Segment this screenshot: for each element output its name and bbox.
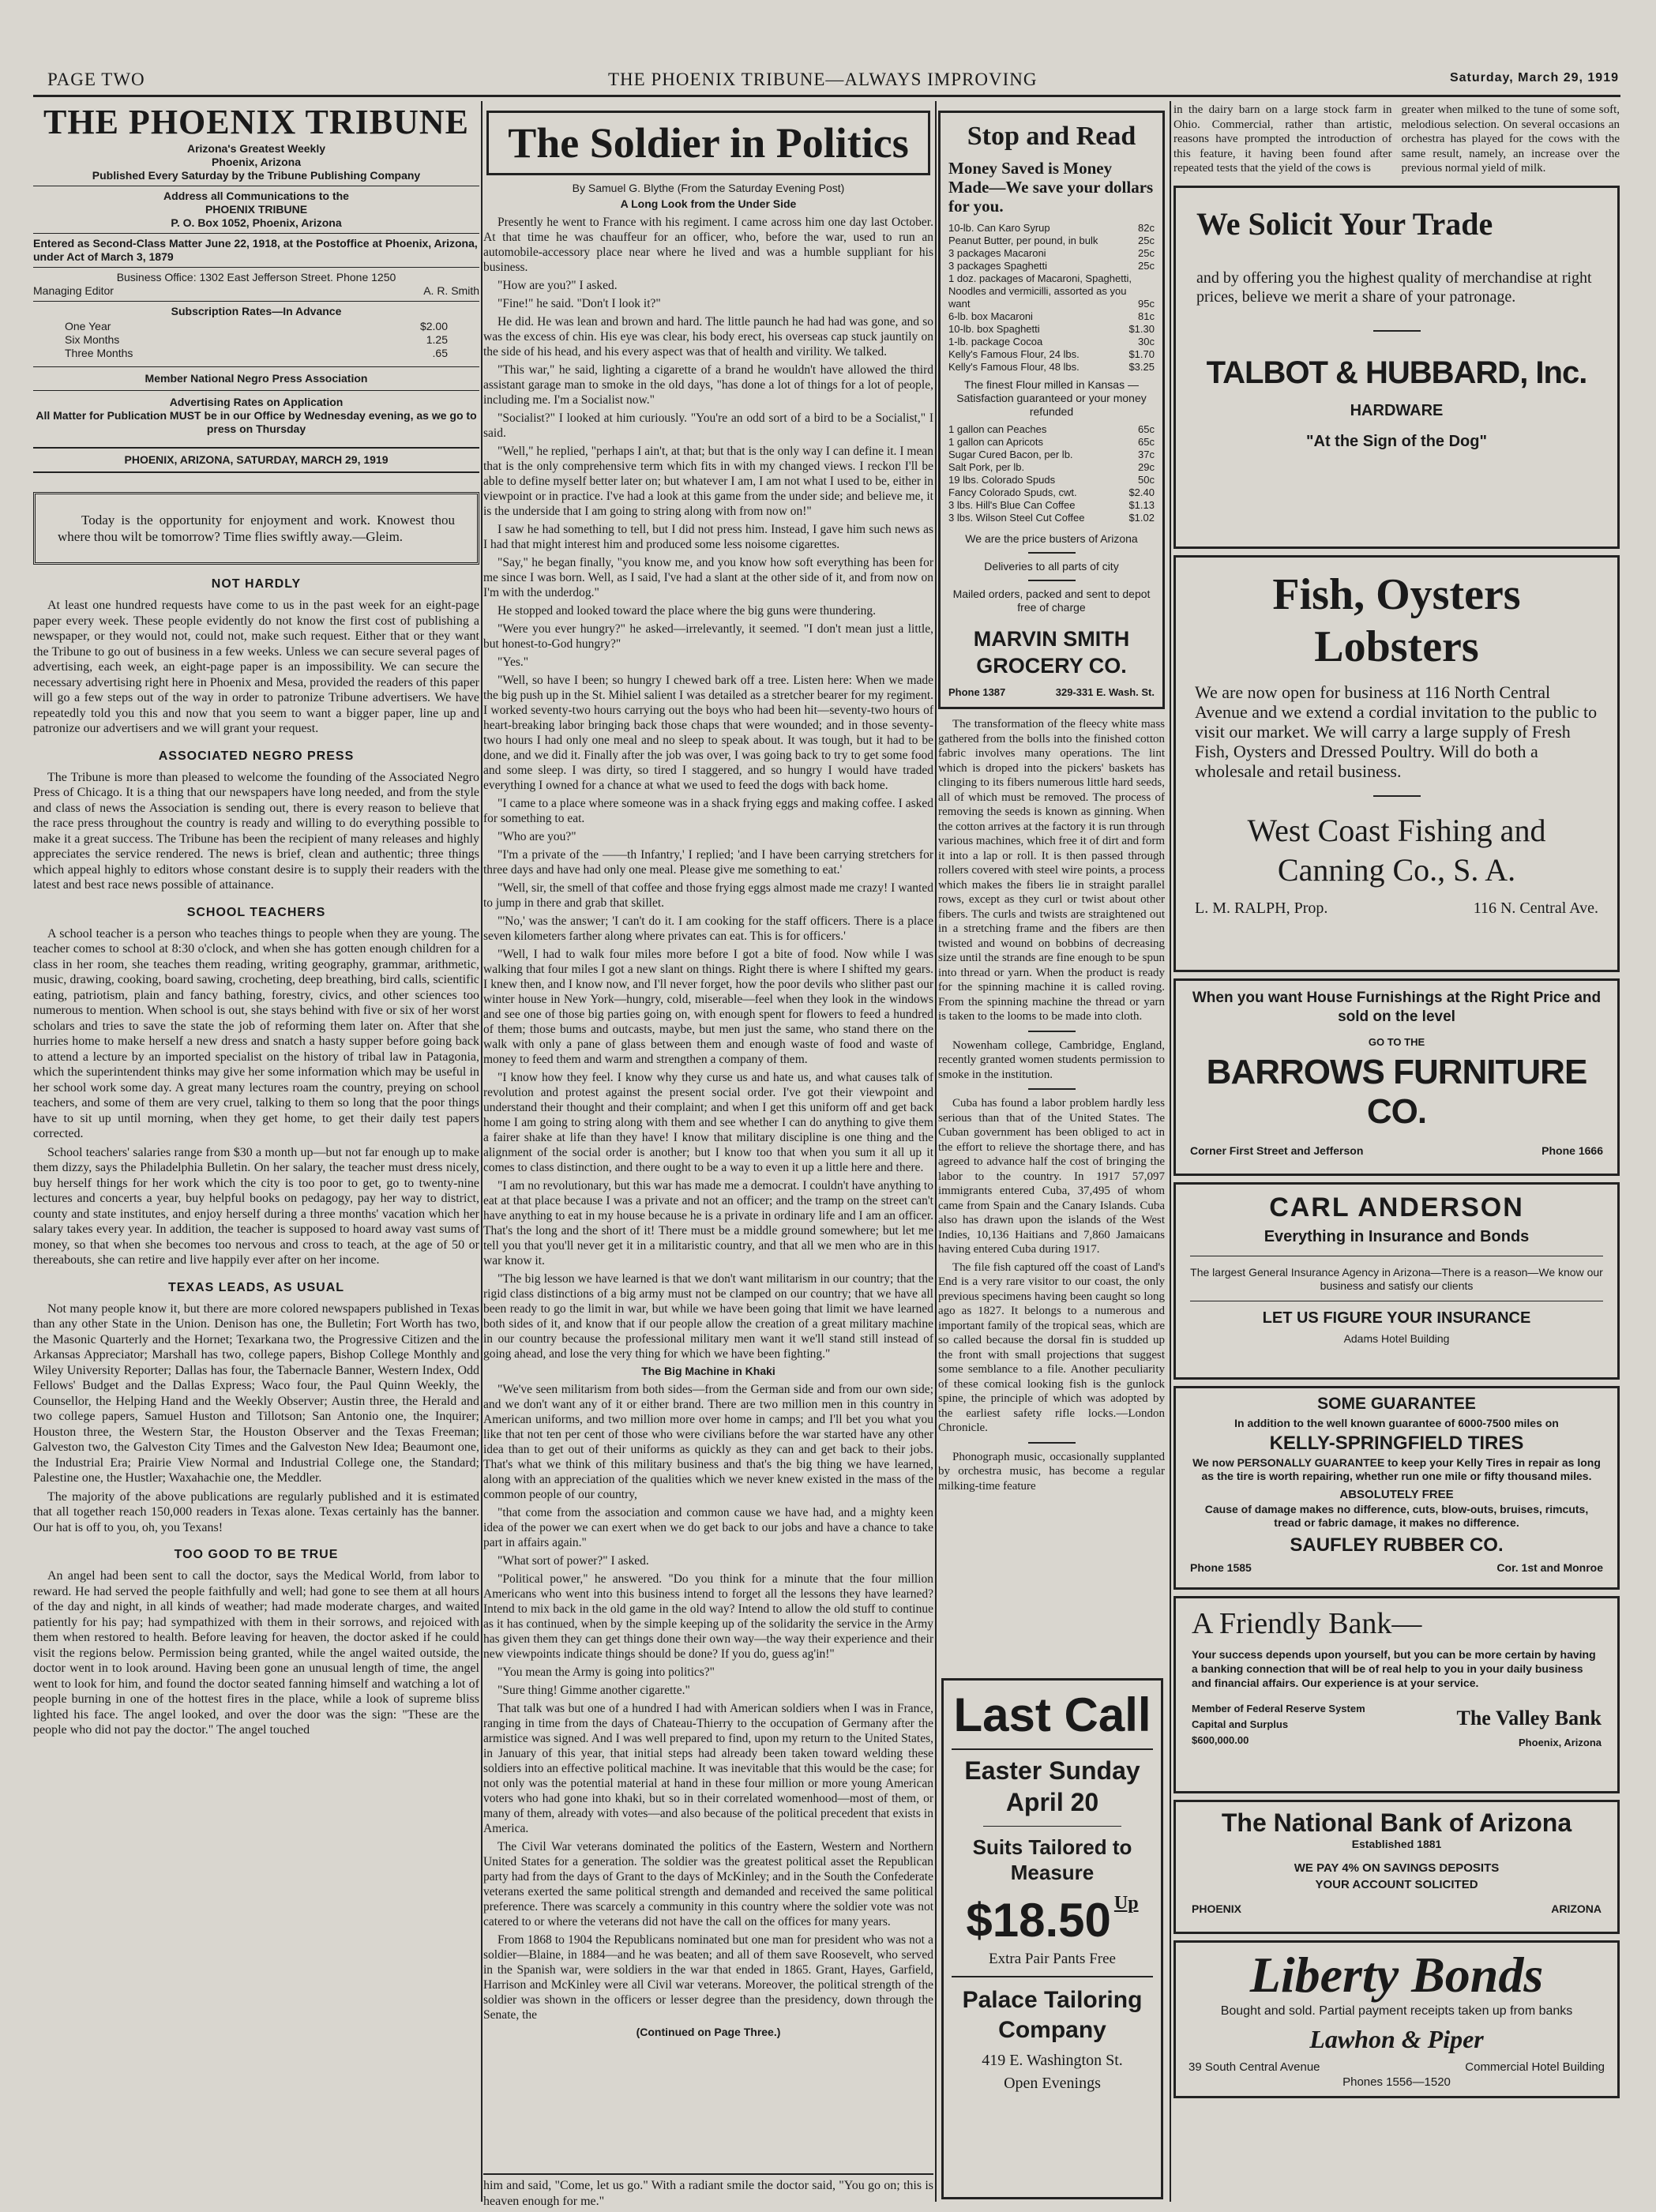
west-coast-name: West Coast Fishing and Canning Co., S. A. [1247,812,1546,888]
national-bank-ad [1173,1800,1620,1934]
capital-amount: $600,000.00 [1192,1733,1249,1746]
grocery-ad-subtitle: Money Saved is Money Made—We save your dollars for you. [948,159,1154,216]
article-text: A school teacher is a person who teaches things to people when they are young. The teacher comes to school at 8:30 o'clock, and when she has gotten enough children for a class in her room, she teaches them reading, writing geography, grammar, arithmetic, music, drawing, cooking, board sawing, crocheting, deep breathing, bird calls, scientific eating, patriotism, plain and fancy bathing, forestry, civics, and other sciences too numerous to mention. When school is out, she stays behind with five or six of her worst scholars and tries to save the state the job of reforming them later on. After that she hurries home to make herself a new dress and snatch a hasty supper before going back to attend a lecture by an imported specialist on the history of tribal law in Patagonia, which the superintendent thinks may give her some information which may be useful in her school work some day. A great many lectures roam the country, preying on school teachers, and some of them are very cruel, talking to them so long that the poor things have to sit up until morning, when they get home, to get their daily test papers corrected. [33,926,479,1140]
article-text: From 1868 to 1904 the Republicans nominated but one man for president who was not a soldier—Blaine, in 1884—and he was beaten; and all of them save Roosevelt, who served in the Spanish war, were soldiers in the war that ended in 1865. Grant, Hayes, Garfield, Harrison and McKinley were all Civil war veterans. Moreover, the political strength of the soldier was shown in the officers or lesser degree than the presidency, down through the Senate, the [483,1933,933,2022]
subheadline: The Big Machine in Khaki [641,1365,775,1377]
carl-subtitle: Everything in Insurance and Bonds [1264,1227,1530,1245]
price-item: 3 lbs. Hill's Blue Can Coffee [948,499,1076,511]
tailoring-ad [941,1678,1163,2199]
article-text: Phonograph music, occasionally supplanted by orchestra music, has become a regular milking-time feature [938,1450,1165,1493]
article-text: "I came to a place where someone was in a shack frying eggs and making coffee. I asked for something to eat. [483,797,933,825]
article-text: "We've seen militarism from both sides—from the German side and from our own side; and we don't want any of it or either brand. There are two million men in this country in American uniforms, and two million more over home in camps; and I'll bet you what you like that not ten per cent of those who were civilians before the war started have any other idea than to get out of their uniforms as quickly as they can and get back to their jobs. That's what we think of this military business and that's the big thing we have learned, along with an appreciation of the qualities which we never knew existed in the mass of the common people of our country, [483,1383,933,1501]
kelly-text: We now PERSONALLY GUARANTEE to keep your Kelly Tires in repair as long as the tire is worth repairing, whether run one mile or fifty thousand miles. [1192,1455,1601,1482]
article-text: "Fine!" he said. "Don't I look it?" [498,297,661,310]
rate-term: Three Months [65,347,133,359]
article-text: "You mean the Army is going into politics?" [498,1666,715,1679]
price-value: 25c [1138,260,1155,272]
carl-text: The largest General Insurance Agency in Arizona—There is a reason—We know our business and satisfy our clients [1190,1265,1603,1292]
subheadline: A Long Look from the Under Side [620,197,797,210]
established: Established 1881 [1351,1837,1442,1850]
milking-article [1173,103,1620,179]
lawhon-addresses [1188,2060,1605,2074]
paper-location: Phoenix, Arizona [211,156,302,168]
article-text: "'No,' was the answer; 'I can't do it. I am cooking for the staff officers. There is a place seven kilometers farther along where privates can eat. This is for officers.' [483,914,933,943]
barrows-ad [1173,978,1620,1176]
column-rule [481,101,483,2202]
price-value: $3.25 [1128,361,1155,373]
fed-member: Member of Federal Reserve System [1192,1702,1365,1714]
article-text: "I'm a private of the ——th Infantry,' I replied; 'and I have been carrying stretchers for three days and have had only one meal. Please give me something to eat.' [483,848,933,877]
headline: SCHOOL TEACHERS [186,905,326,919]
article-text: in the dairy barn on a large stock farm in Ohio. Commercial, rather than artistic, reasons have prompted the introduction of this feature, it having been found after repeated tests that the yield of the cows is [1173,103,1392,175]
entered-notice: Entered as Second-Class Matter June 22, 1918, at the Postoffice at Phoenix, Arizona, under Act of March 3, 1879 [33,237,478,263]
article-text: "Socialist?" I looked at him curiously. "You're an odd sort of a bird to be a Socialist," I said. [483,411,933,440]
goto-label: GO TO THE [1368,1035,1425,1048]
saufley-contact [1190,1561,1603,1575]
price-value: 65c [1138,436,1155,448]
price-value: 37c [1138,449,1155,460]
grocery-ad [938,111,1165,709]
price-item: 3 packages Macaroni [948,247,1046,259]
article-text: "Sure thing! Gimme another cigarette." [498,1684,690,1697]
soldier-headline: The Soldier in Politics [486,111,930,175]
talbot-ad [1173,186,1620,549]
lawhon-address: 39 South Central Avenue [1188,2060,1320,2074]
bought-text: Bought and sold. Partial payment receipts taken up from banks [1220,2004,1573,2018]
lawhon-building: Commercial Hotel Building [1465,2060,1605,2074]
saufley-address: Cor. 1st and Monroe [1496,1560,1603,1574]
open-evenings: Open Evenings [1004,2075,1101,2092]
grocer-phone: Phone 1387 [948,686,1006,698]
palace-address: 419 E. Washington St. [982,2052,1123,2069]
busters-note: We are the price busters of Arizona [965,532,1138,545]
insurance-slogan: LET US FIGURE YOUR INSURANCE [1262,1309,1531,1327]
continued-note: (Continued on Page Three.) [636,2026,781,2038]
editor-row [33,284,479,298]
flour-note: The finest Flour milled in Kansas —Satisfaction guaranteed or your money refunded [956,378,1147,418]
rate-price: 1.25 [426,333,448,346]
article-text: School teachers' salaries range from $30 a month up—but not far enough up to make them dizzy, says the Philadelphia Bulletin. On her salary, the teacher must dress nicely, buy herself things for her work which the city is too poor to get, go to twenty-nine lectures and concerts a year, buy helpful books on pedagogy, pay her way to district, county and state institutes, and enjoy herself during a three months' vacation which her salary takes every year. In addition, the teacher is supposed to hoard away vast sums of money, so that when she becomes too nervous and cross to teach, at the age of 50 or thereabouts, she can retire and live happily ever after on her income. [33,1145,479,1267]
valley-bank-ad [1173,1596,1620,1793]
deadline-notice: All Matter for Publication MUST be in our Office by Wednesday evening, as we go to press on Thursday [36,409,477,435]
solicit-title: We Solicit Your Trade [1196,205,1493,242]
article-text: "Well, sir, the smell of that coffee and those frying eggs almost made me crazy! I wanted to jump in there and grab that skillet. [483,881,933,910]
article-text: "The big lesson we have learned is that we don't want militarism in our country; that the rigid class distinctions of a big army must not be clamped on our country; that we have all been ready to go the limit in war, but while we have been going that limit we have learned both sides of it, and know that if our people allow the creation of a great military machine in our country because the professional military men want it we'll stand still instead of going ahead, and lose the very thing for which we have been fighting." [483,1272,933,1361]
price-item: Kelly's Famous Flour, 24 lbs. [948,348,1080,360]
headline: TOO GOOD TO BE TRUE [174,1548,339,1561]
barrows-address: Corner First Street and Jefferson [1190,1144,1364,1157]
last-call-title: Last Call [953,1688,1151,1741]
furniture-text: When you want House Furnishings at the Right Price and sold on the level [1192,989,1602,1025]
carl-name: CARL ANDERSON [1269,1192,1524,1222]
price-item: Peanut Butter, per pound, in bulk [948,235,1098,246]
fish-text: We are now open for business at 116 North Central Avenue and we extend a cordial invitation to the public to visit our market. We will carry a large supply of Fresh Fish, Oysters and Dressed Poultry. Will do both a wholesale and retail business. [1195,682,1598,781]
mailed-note: Mailed orders, packed and sent to depot free of charge [952,588,1151,614]
article-text: "I am no revolutionary, but this war has made me a democrat. I couldn't have anything to eat at that place because I was a private and not an officer; and the tramp on the street can't have anything to eat in my house because he is a private in ordinary life and I am an officer. That's the long and the short of it! There must be a middle ground somewhere; but let me tell you that you'll never get it in a militaristic country, and that all we men who are in this war know it. [483,1179,933,1267]
price-value: 30c [1138,336,1155,347]
paper-publisher: Published Every Saturday by the Tribune Publishing Company [92,169,421,182]
price-item: Fancy Colorado Spuds, cwt. [948,486,1077,498]
valley-name: The Valley Bank [1456,1706,1602,1729]
dateline: PHOENIX, ARIZONA, SATURDAY, MARCH 29, 1919 [124,453,389,466]
headline: TEXAS LEADS, AS USUAL [167,1280,345,1294]
rates-heading: Subscription Rates—In Advance [171,305,342,317]
price-item: 19 lbs. Colorado Spuds [948,474,1056,486]
friendly-text: Your success depends upon yourself, but you can be more certain by having a banking connection that will be of real help to you in your daily business and financial affairs. Our experience is at your service. [1192,1647,1596,1689]
rate-term: One Year [65,320,111,332]
article-text: "Political power," he answered. "Do you think for a minute that the four million Americans who went into this business intend to forget all the lessons they have learned? Intend to mix back in the old game in the old way? Intend to allow the old stuff to continue as it has continued, when by the simple keeping up of the solidarity the service in the Army has given them they can get things done their own way—the way their experience and their new viewpoints indicate things should be done? If you do, guess ag'in!" [483,1572,933,1661]
liberty-title: Liberty Bonds [1249,1946,1544,2003]
quote-text: Today is the opportunity for enjoyment and work. Knowest thou where thou wilt be tomorrow? Time flies swiftly away.—Gleim. [58,513,455,544]
palace-name: Palace Tailoring Company [962,1987,1143,2043]
fish-ad [1173,555,1620,972]
editor-label: Managing Editor [33,284,114,297]
savings-rate: WE PAY 4% ON SAVINGS DEPOSITS [1294,1861,1500,1875]
article-text: "How are you?" I asked. [498,279,618,292]
easter-date: Easter Sunday April 20 [964,1756,1140,1816]
price-value: 25c [1138,235,1155,246]
article-text: "What sort of power?" I asked. [498,1554,649,1568]
ralph-row [1195,898,1598,918]
headline: ASSOCIATED NEGRO PRESS [158,749,355,763]
article-text: The file fish captured off the coast of Land's End is a very rare visitor to our coast, the only previous specimens having been caught so long ago as 1827. It belongs to a numerous and important family of the tropical seas, which are so called because the dorsal fin is studded up the front with small projections that suggest some semblance to a file. Another peculiarity of these comical looking fish is the gunlock spine, the principle of which was adopted by the earliest safety rifle locks.—London Chronicle. [938,1260,1165,1434]
kelly-name: KELLY-SPRINGFIELD TIRES [1269,1432,1524,1454]
page-number: PAGE TWO [47,69,145,89]
price-item: Salt Pork, per lb. [948,461,1025,473]
barrows-name: BARROWS FURNITURE CO. [1206,1052,1587,1131]
article-text: "Say," he began finally, "you know me, and you know how soft everything has been for me since I was born. Well, as I said, I've had a slant at the other side of it, and from now on I'm with the underdog." [483,556,933,599]
business-office: Business Office: 1302 East Jefferson Street. Phone 1250 [116,271,396,284]
ralph-address: 116 N. Central Ave. [1473,899,1598,917]
article-text: The transformation of the fleecy white mass gathered from the bolls into the finished cotton fabric involves many operations. The lint which is droped into the pickers' baskets has clinging to its fibers numerous little hard seeds, all of which must be removed. The process of removing the seeds is known as ginning. When the cotton arrives at the factory it is run through various machines, which free it of dirt and form it into a lap or roll. It is then passed through rollers covered with steel wire points, a process which makes the fibers lie in straight parallel rows, except as they curl or twist about other fibers. The curls and twists are straightened out in a stretching frame and the fibers are then twisted and wound on bobbins of decreasing size until the strands are fine enough to be spun into thread or yarn. When the product is ready for the spinning machine it is called roving. From the spinning machine the thread or yarn is taken to the looms to be made into cloth. [938,718,1165,1023]
article-text: An angel had been sent to call the doctor, says the Medical World, from labor to reward. He had served the people faithfully and well; had gone to see them at all hours of the day and night, in all kinds of weather; had made moderate charges, and waited patiently for his pay; had sympathized with them in their sorrows, and rejoiced with them when restored to health. Before leaving for heaven, the doctor asked if he could visit the regions below. Permission being granted, while the angel waited outside, the doctor went in to look around. Having been gone an unusual length of time, the angel went to look for him, and found the doctor seated fanning himself and watching a lot of people burning in one of the hottest fires in the place, while a look of supreme bliss lighted his face. The angel looked, and over the door was the sign: "These are the people who did not pay the doctor." The angel touched [33,1569,479,1737]
price-list-2 [948,423,1155,524]
price-list [948,222,1155,374]
price-amount: $18.50 [966,1894,1111,1947]
friendly-title: A Friendly Bank— [1192,1606,1422,1640]
rate-price: $2.00 [419,320,448,332]
valley-location: Phoenix, Arizona [1519,1736,1602,1748]
grocery-ad-title: Stop and Read [967,122,1136,151]
article-text: He did. He was lean and brown and hard. The little paunch he had had was gone, and so was the excess of chin. His eye was clear, his body erect, his overseas cap stuck jauntily on the side of his head, and his every aspect was that of health and virility. We talked. [483,315,933,359]
article-text: He stopped and looked toward the place where the big guns were thundering. [498,604,877,618]
article-text: Not many people know it, but there are more colored newspapers published in Texas than any other State in the Union. Denison has one, the Bulletin; Fort Worth has two, the Masonic Quarterly and the Hornet; Texarkana two, the Progressive Citizen and the Arkansas Appreciator; Marshall has two, college papers, Bishop College Monthly and Wiley University Reporter; Dallas has four, the Tabernacle Banner, Western Index, Odd Fellows' Budget and the Dallas Express; Waco four, the Paul Quinn Weekly, the Counsellor, the Helping Hand and the Weekly Observer; Austin three, the Herald and two college papers, Samuel Huston and Tillotson; San Antonio one, the Inquirer; Houston three, the Western Star, the Houston Observer and the Texas Freeman; Galveston two, the Galveston City Times and the Galveston New Idea; Beaumont one, the Industrial Era; Prairie View Normal and Industrial College one, the Standard; Palestine one, the Hustler; Waxahachie one, the Meddler. [33,1301,479,1485]
capital-label: Capital and Surplus [1192,1718,1289,1730]
lawhon-name: Lawhon & Piper [1309,2024,1484,2053]
national-city: PHOENIX [1192,1902,1242,1915]
saufley-name: SAUFLEY RUBBER CO. [1290,1534,1504,1556]
suits-price [952,1893,1153,1947]
column-rule [935,101,937,2202]
editor-name: A. R. Smith [423,284,479,297]
price-item: 1 gallon can Apricots [948,436,1043,448]
member-notice: Member National Negro Press Association [145,372,368,385]
price-item: 10-lb. box Spaghetti [948,323,1040,335]
liberty-bonds-ad [1173,1940,1620,2098]
price-value: 25c [1138,247,1155,259]
national-state: ARIZONA [1551,1902,1602,1915]
price-item: Sugar Cured Bacon, per lb. [948,449,1073,460]
grocer-name: MARVIN SMITH GROCERY CO. [973,627,1130,678]
national-name: The National Bank of Arizona [1221,1808,1572,1837]
article-text: Cuba has found a labor problem hardly less serious than that of the United States. The Cuban government has been obliged to act in the effort to relieve the shortage there, and has agreed to advance half the cost of bringing the labor to the country. In 1917 57,097 immigrants entered Cuba, 37,495 of whom came from Spain and the Canary Islands. Cuba also has drawn upon the islands of the West Indies, 10,136 Haitians and 7,860 Jamaicans having entered Cuba during 1917. [938,1097,1165,1256]
article-text: The majority of the above publications are regularly published and it is estimated that all together reach 150,000 readers in Texas alone. Texas certainly has the banner. Our hat is off to you, oh, you Texans! [33,1489,479,1534]
column-soldier [483,103,933,2199]
adams-building: Adams Hotel Building [1343,1331,1450,1345]
paper-slogan: THE PHOENIX TRIBUNE—ALWAYS IMPROVING [608,69,1038,89]
rate-term: Six Months [65,333,120,346]
article-text: "I know how they feel. I know why they curse us and hate us, and what causes talk of revolution and protest against the present social order. I've got their viewpoint and understand their thought and their complaint; and when I get this uniform off and get back home I am going to string along with them and see whether I can do anything to give them a fairer shake at life than they have! I know that military discipline is one thing and the alignment of the social order is another; but I know too that when you sum it all up it comes to class distinction, and there ought to be a way to even it up a little here and there. [483,1071,933,1174]
article-text: At least one hundred requests have come to us in the past week for an eight-page paper every week. These people evidently do not know the first cost of publishing a newspaper, or they would not, could not, make such request. Either that or they want the Tribune to go out of business in a few weeks. Unless we can secure several pages of advertising, each week, an eight-page paper is an impossibility. We can secure the necessary advertising right here in Phoenix and Mesa, provided the readers of this paper will go a few steps out of the way in order to patronize Tribune advertisers. We have repeatedly told you this and now that you seem to want a bigger paper, line up and patronize our advertisers and we will grant your request. [33,599,479,735]
barrows-contact [1190,1144,1603,1158]
price-item: 3 lbs. Wilson Steel Cut Coffee [948,512,1085,524]
doctor-continuation [483,2173,933,2212]
article-text: "Well, so have I been; so hungry I chewed bark off a tree. Listen here: When we made the big push up in the St. Mihiel salient I was detailed as a stretcher bearer for my regiment. I worked seventy-two hours carrying out the boys who had been hit—seventy-two hours of heart-breaking labor bringing back those chaps that were wounded; and in those seventy-two hours I had only one meal and no sleep to speak about. It was tough, but it had to be done, and we did it. Finally after the job was over, I was going back to try to get some food and some sleep. I was dirty, so tired I staggered, and so hungry I would have traded everything I owned for a chance at what we used to feed the dogs with back home. [483,674,933,792]
cause-text: Cause of damage makes no difference, cuts, blow-outs, bruises, rimcuts, tread or fabric damage, it makes no difference. [1204,1502,1589,1529]
article-text: greater when milked to the tune of some soft, melodious selection. On several occasions an orchestra has played for the cows with the same result, namely, an increase over the previous normal yield of milk. [1401,103,1620,175]
headline: NOT HARDLY [211,577,302,591]
price-value: 82c [1138,222,1155,234]
ralph-name: L. M. RALPH, Prop. [1195,899,1328,917]
price-item: 3 packages Spaghetti [948,260,1048,272]
article-text: "Who are you?" [498,830,576,843]
price-value: $1.70 [1128,348,1155,360]
article-text: The Civil War veterans dominated the politics of the Eastern, Western and Northern United States for a generation. The soldier was the greatest political asset the Republican party had from the days of Grant to the days of McKinley; and in the South the Confederate veterans exerted the same political strength and demanded and received the same political preference. There was scarcely a community in this country where the soldier vote was not catered to or where the veterans did not have the call on the offices for many years. [483,1840,933,1928]
price-value: 65c [1138,423,1155,435]
suits-text: Suits Tailored to Measure [972,1835,1132,1884]
price-item: 10-lb. Can Karo Syrup [948,222,1050,234]
price-up: Up [1113,1893,1139,1913]
masthead-rule [33,95,1620,97]
price-value: $1.30 [1128,323,1155,335]
free-label: ABSOLUTELY FREE [1339,1487,1454,1501]
national-location [1192,1902,1602,1916]
article-text: Presently he went to France with his regiment. I came across him one day last October. At that time he was chauffeur for an officer, who, before the war, used to run an automobile-accessory place near where he lived and was a humble suppliant for his business. [483,216,933,274]
price-item: 1-lb. package Cocoa [948,336,1043,347]
price-value: $1.13 [1128,499,1155,511]
insurance-ad [1173,1182,1620,1380]
barrows-phone: Phone 1666 [1541,1144,1603,1157]
tires-ad [1173,1386,1620,1590]
saufley-phone: Phone 1585 [1190,1560,1252,1574]
article-text: I saw he had something to tell, but I did not press him. Instead, I gave him such news as I had that might interest him and produced some less noisome cigarettes. [483,523,933,551]
article-text: Nowenham college, Cambridge, England, recently granted women students permission to smoke in the institution. [938,1038,1165,1081]
price-value: 95c [1138,298,1155,310]
solicit-text: and by offering you the highest quality of merchandise at right prices, believe we merit a share of your patronage. [1196,269,1592,306]
rate-price: .65 [432,347,448,359]
article-text: "that come from the association and common cause we have had, and a mighty keen idea of the power we can exert when we do get back to our jobs and have a chance to take part in affairs again." [483,1506,933,1549]
dog-sign: "At the Sign of the Dog" [1306,432,1487,450]
column-rule [1170,101,1171,2202]
price-item: 1 doz. packages of Macaroni, Spaghetti, Noodles and vermicilli, assorted as you want [948,272,1132,310]
guarantee-title: SOME GUARANTEE [1317,1394,1476,1413]
grocer-contact [948,685,1155,699]
lawhon-phones: Phones 1556—1520 [1342,2075,1451,2089]
page-masthead [47,69,1619,93]
article-text: "Well, I had to walk four miles more before I got a bite of food. Now while I was walking that four miles I got a new slant on things. Right there is where I shifted my gears. I knew then, and I know now, and I'll never forget, how the poor devils who slither past our winter house in New York—hungry, cold, miserable—feel when they look in the windows and see one of those big parties going on, with enough spent for flowers to feed a hundred of them; those bums and outcasts, maybe, but men just the same, who stand there on the walk with only a pane of glass between them and enough waste of food and waste of money to feed them and warm and strengthen a company of them. [483,948,933,1066]
grocer-address: 329-331 E. Wash. St. [1055,686,1155,698]
article-text: "Were you ever hungry?" he asked—irrelevantly, it seemed. "I don't mean just a little, but honest-to-God hungry?" [483,622,933,651]
price-value: $2.40 [1128,486,1155,498]
address-line: PHOENIX TRIBUNE [205,203,308,216]
account-solicited: YOUR ACCOUNT SOLICITED [1315,1877,1478,1891]
price-value: 50c [1138,474,1155,486]
article-text: "Well," he replied, "perhaps I ain't, at that; but that is the only way I can define it. I mean that is the only comprehensive term which fits in with my changed views. I reckon I'll be able to define myself better later on; but whatever I am, I am not what I used to be, either in viewpoint or in practice. I've had a look at this game from the under side; and believe me, it is the underside that I am going to string along with from now on!" [483,445,933,518]
quote-box [33,492,479,565]
article-text: him and said, "Come, let us go." With a radiant smile the doctor said, "You go on; this is heaven enough for me." [483,2179,933,2208]
talbot-name: TALBOT & HUBBARD, Inc. [1206,355,1587,390]
address-line: Address all Communications to the [163,190,349,202]
column-editorial [33,103,479,2199]
deliveries-note: Deliveries to all parts of city [984,560,1119,573]
price-value: $1.02 [1128,512,1155,524]
price-item: 6-lb. box Macaroni [948,310,1033,322]
byline: By Samuel G. Blythe (From the Saturday Evening Post) [572,182,845,194]
article-text: The Tribune is more than pleased to welcome the founding of the Associated Negro Press of Chicago. It is a thing that our newspapers have long needed, and from the style and class of news the Association is sending out, there is every reason to believe that the race press throughout the country is ready and willing to do everything possible to make it a great success. The Tribune has been the recipient of many releases and highly appreciates the service rendered. The news is brief, clean and authentic; three things which appeal highly to editors whose constant desire is to supply their readers with the latest and best race news possible of attainance. [33,770,479,892]
price-item: Kelly's Famous Flour, 48 lbs. [948,361,1080,373]
miscellany [938,717,1165,1493]
rates-table [33,318,479,362]
adv-notice: Advertising Rates on Application [169,396,344,408]
column-ads [1173,103,1620,2199]
price-value: 29c [1138,461,1155,473]
article-text: "Yes." [498,655,529,669]
article-text: That talk was but one of a hundred I had with American soldiers when I was in France, ranging in time from the days of Chateau-Thierry to the occupation of Germany after the armistice was signed. And I was well prepared to find, upon my return to the United States, in January of this year, that initial steps had already been taken toward welding these soldiers into an effective political machine. It was inevitable that this would be the case; for not only was the potential material at hand in these four million or more young American voters who had gone into khaki, but so in their correlated womenhood—most of them, or many of them, already with votes—and also because of the political precedent that exists in America. [483,1702,933,1835]
fish-title: Fish, Oysters Lobsters [1272,569,1521,671]
guarantee-text: In addition to the well known guarantee of 6000-7500 miles on [1234,1416,1559,1429]
paper-title: THE PHOENIX TRIBUNE [43,103,469,141]
paper-subtitle: Arizona's Greatest Weekly [186,142,326,155]
pants-text: Extra Pair Pants Free [989,1951,1116,1967]
article-text: "This war," he said, lighting a cigarette of a brand he wouldn't have allowed the third assistant garage man to smoke in the old days, "has done a lot of things for a lot of people, including me. I'm a Socialist now." [483,363,933,407]
address-line: P. O. Box 1052, Phoenix, Arizona [171,216,342,229]
price-item: 1 gallon can Peaches [948,423,1047,435]
issue-date: Saturday, March 29, 1919 [1449,71,1619,84]
hardware-label: HARDWARE [1350,401,1444,419]
price-value: 81c [1138,310,1155,322]
